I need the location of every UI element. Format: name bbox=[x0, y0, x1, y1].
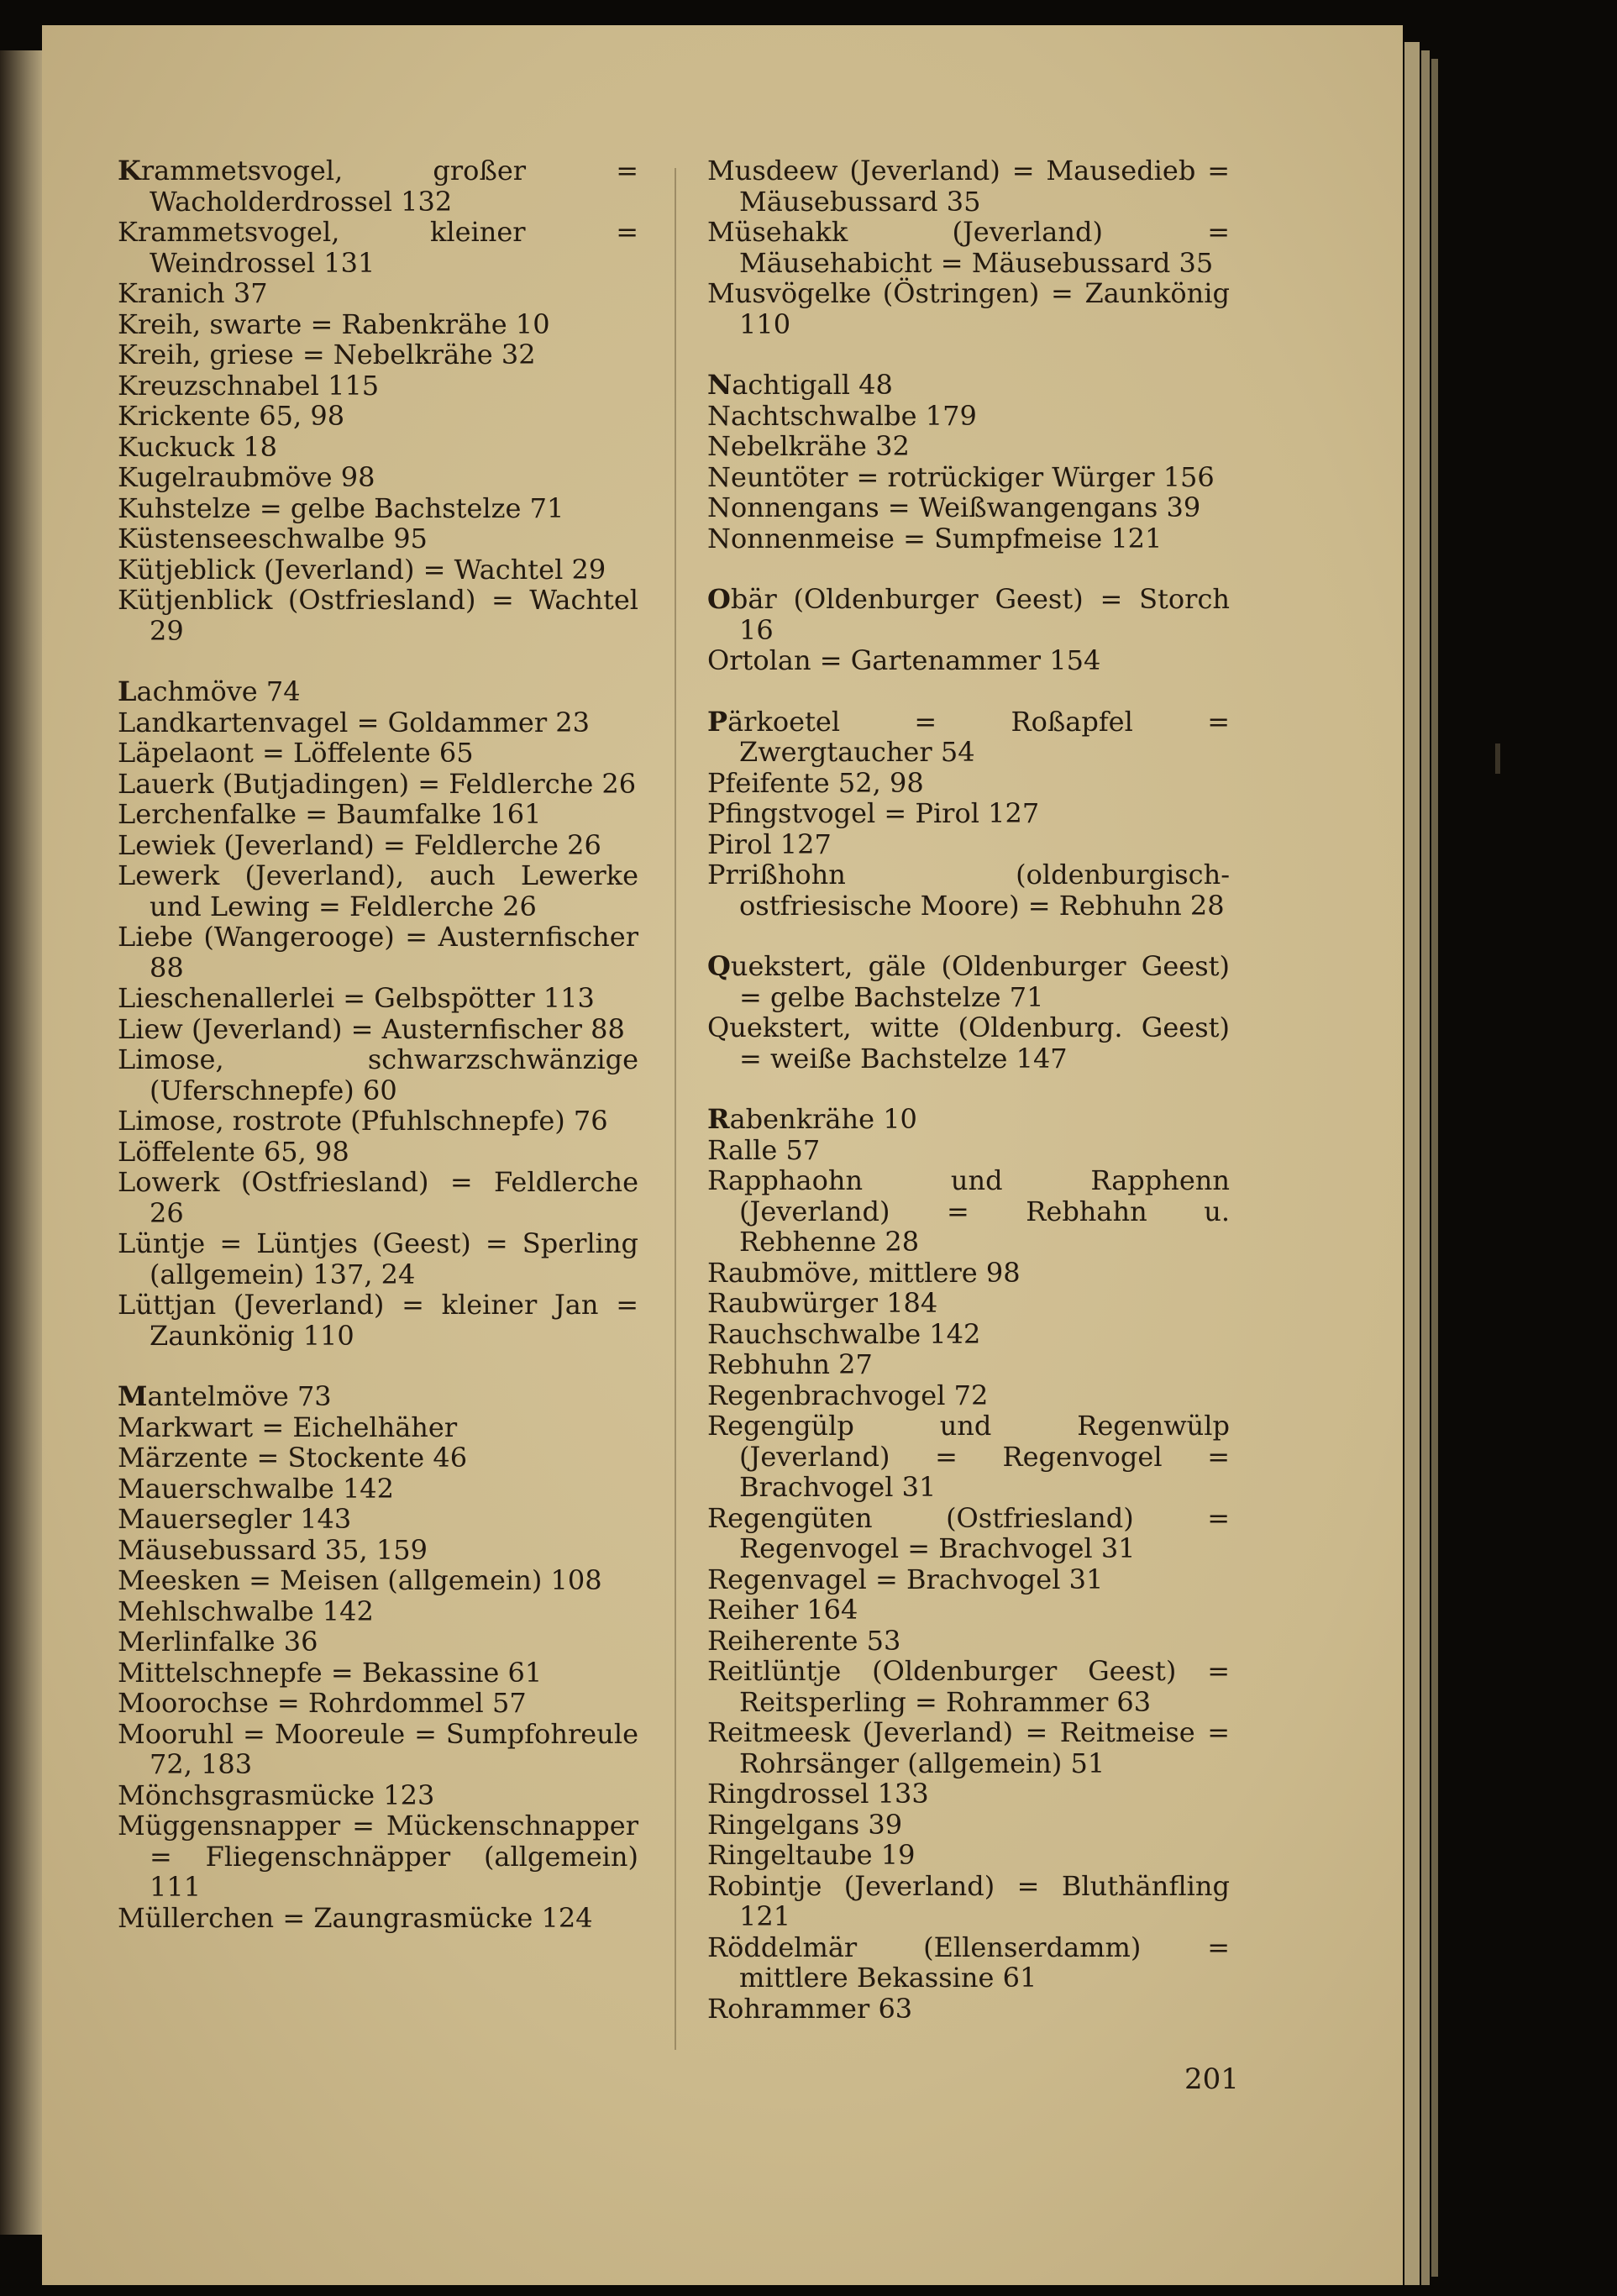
index-entry bbox=[707, 1288, 1230, 1319]
index-entry bbox=[707, 1871, 1230, 1932]
page-stack-edge bbox=[1404, 42, 1420, 2285]
entry-text: Landkartenvagel = Goldammer 23 bbox=[118, 706, 590, 738]
entry-text: Nebelkrähe 32 bbox=[707, 430, 910, 462]
entry-text: Nonnengans = Weißwangengans 39 bbox=[707, 491, 1201, 523]
entry-text: Moorochse = Rohrdommel 57 bbox=[118, 1687, 527, 1719]
entry-text: Merlinfalke 36 bbox=[118, 1626, 318, 1658]
index-entry bbox=[707, 155, 1230, 217]
entry-text: Ortolan = Gartenammer 154 bbox=[707, 644, 1101, 676]
page-number: 201 bbox=[1184, 2062, 1239, 2096]
section-initial: L bbox=[118, 675, 137, 707]
index-entry bbox=[118, 309, 638, 340]
entry-text: Mönchsgrasmücke 123 bbox=[118, 1778, 435, 1811]
index-entry bbox=[707, 217, 1230, 278]
entry-text: Lewiek (Jeverland) = Feldlerche 26 bbox=[118, 828, 601, 861]
entry-text: Pfingstvogel = Pirol 127 bbox=[707, 797, 1040, 829]
entry-text: Lüttjan (Jeverland) = kleiner Jan = Zaunkönig 110 bbox=[118, 1289, 638, 1352]
index-entry bbox=[118, 1106, 638, 1137]
index-entry bbox=[707, 1595, 1230, 1626]
index-entry bbox=[118, 1780, 638, 1811]
entry-text: Regengülp und Regenwülp (Jeverland) = Regenvogel = Brachvogel 31 bbox=[707, 1410, 1230, 1503]
index-entry bbox=[118, 462, 638, 493]
entry-text: Müggensnapper = Mückenschnapper = Fliegenschnäpper (allgemein) 111 bbox=[118, 1810, 638, 1903]
page-stack-edge bbox=[1431, 59, 1438, 2277]
index-entry bbox=[118, 217, 638, 278]
section-initial: K bbox=[118, 155, 141, 187]
index-entry bbox=[118, 1137, 638, 1168]
index-entry bbox=[707, 462, 1230, 493]
index-entry bbox=[707, 1932, 1230, 1994]
entry-text: Kranich 37 bbox=[118, 277, 268, 309]
entry-text: ärkoetel = Roßapfel = Zwergtaucher 54 bbox=[727, 705, 1230, 768]
index-entry bbox=[707, 584, 1230, 645]
entry-text: rammetsvogel, großer = Wacholderdrossel 132 bbox=[140, 155, 638, 218]
section-gap bbox=[118, 1351, 638, 1381]
entry-text: Prrißhohn (oldenburgisch-ostfriesische Moore) = Rebhuhn 28 bbox=[707, 859, 1230, 922]
index-entry bbox=[118, 1565, 638, 1596]
index-entry bbox=[118, 432, 638, 463]
index-entry bbox=[707, 951, 1230, 1012]
index-entry bbox=[118, 830, 638, 861]
entry-text: Kreuzschnabel 115 bbox=[118, 369, 380, 402]
entry-text: Markwart = Eichelhäher bbox=[118, 1411, 458, 1443]
index-entry bbox=[118, 1381, 638, 1412]
index-entry bbox=[707, 492, 1230, 523]
index-entry bbox=[118, 1719, 638, 1780]
entry-text: Mittelschnepfe = Bekassine 61 bbox=[118, 1656, 543, 1689]
index-entry bbox=[707, 1626, 1230, 1657]
entry-text: Nonnenmeise = Sumpfmeise 121 bbox=[707, 522, 1163, 554]
entry-text: Rauchschwalbe 142 bbox=[707, 1317, 981, 1350]
entry-text: Lüntje = Lüntjes (Geest) = Sperling (allgemein) 137, 24 bbox=[118, 1227, 638, 1290]
index-entry bbox=[118, 1535, 638, 1566]
index-entry bbox=[118, 676, 638, 707]
entry-text: Mehlschwalbe 142 bbox=[118, 1595, 374, 1627]
entry-text: Kuckuck 18 bbox=[118, 430, 277, 463]
entry-text: Reitlüntje (Oldenburger Geest) = Reitsperling = Rohrammer 63 bbox=[707, 1655, 1230, 1718]
entry-text: Robintje (Jeverland) = Bluthänfling 121 bbox=[707, 1869, 1230, 1932]
index-entry bbox=[707, 707, 1230, 768]
entry-text: Rebhuhn 27 bbox=[707, 1348, 873, 1380]
bookmark-tab bbox=[1495, 743, 1500, 774]
index-entry bbox=[118, 1412, 638, 1443]
index-entry bbox=[118, 1044, 638, 1106]
entry-text: bär (Oldenburger Geest) = Storch 16 bbox=[730, 583, 1230, 646]
index-entry bbox=[707, 1012, 1230, 1074]
index-column-left bbox=[118, 155, 638, 1933]
index-entry bbox=[707, 1258, 1230, 1289]
index-entry bbox=[707, 1503, 1230, 1564]
section-gap bbox=[707, 339, 1230, 370]
entry-text: Ringelgans 39 bbox=[707, 1808, 903, 1841]
index-entry bbox=[118, 1442, 638, 1474]
entry-text: Lerchenfalke = Baumfalke 161 bbox=[118, 798, 542, 830]
page-stack-edge bbox=[1421, 50, 1430, 2285]
entry-text: Pfeifente 52, 98 bbox=[707, 766, 924, 799]
entry-text: Liebe (Wangerooge) = Austernfischer 88 bbox=[118, 921, 638, 984]
index-entry bbox=[707, 1135, 1230, 1166]
index-entry bbox=[118, 799, 638, 830]
index-entry bbox=[118, 1014, 638, 1045]
entry-text: Neuntöter = rotrückiger Würger 156 bbox=[707, 460, 1215, 493]
index-entry bbox=[707, 1411, 1230, 1503]
index-entry bbox=[118, 493, 638, 524]
section-gap bbox=[707, 921, 1230, 951]
entry-text: Regengüten (Ostfriesland) = Regenvogel = Brachvogel 31 bbox=[707, 1501, 1230, 1564]
entry-text: Mauerschwalbe 142 bbox=[118, 1472, 395, 1505]
entry-text: Regenvagel = Brachvogel 31 bbox=[707, 1563, 1104, 1595]
entry-text: achmöve 74 bbox=[136, 675, 301, 707]
entry-text: Läpelaont = Löffelente 65 bbox=[118, 737, 474, 769]
entry-text: Kütjeblick (Jeverland) = Wachtel 29 bbox=[118, 553, 606, 586]
index-entry bbox=[707, 1380, 1230, 1411]
entry-text: Märzente = Stockente 46 bbox=[118, 1442, 468, 1474]
section-initial: N bbox=[707, 369, 732, 401]
index-entry bbox=[118, 1228, 638, 1290]
index-entry bbox=[707, 401, 1230, 432]
index-entry bbox=[118, 1290, 638, 1351]
entry-text: Regenbrachvogel 72 bbox=[707, 1379, 989, 1411]
index-entry bbox=[118, 707, 638, 738]
column-divider bbox=[675, 168, 676, 2050]
entry-text: Lowerk (Ostfriesland) = Feldlerche 26 bbox=[118, 1166, 638, 1229]
index-entry bbox=[707, 370, 1230, 401]
entry-text: Mäusebussard 35, 159 bbox=[118, 1533, 428, 1566]
index-entry bbox=[118, 155, 638, 217]
section-gap bbox=[707, 1074, 1230, 1104]
index-entry bbox=[118, 1626, 638, 1658]
index-entry bbox=[707, 1656, 1230, 1717]
entry-text: Meesken = Meisen (allgemein) 108 bbox=[118, 1564, 602, 1596]
index-entry bbox=[118, 1167, 638, 1228]
entry-text: Müsehakk (Jeverland) = Mäusehabicht = Mäusebussard 35 bbox=[707, 216, 1230, 279]
entry-text: Krammetsvogel, kleiner = Weindrossel 131 bbox=[118, 216, 638, 279]
entry-text: Kreih, swarte = Rabenkrähe 10 bbox=[118, 307, 550, 340]
index-entry bbox=[707, 523, 1230, 554]
section-gap bbox=[707, 676, 1230, 707]
index-entry bbox=[118, 1658, 638, 1689]
entry-text: Kugelraubmöve 98 bbox=[118, 461, 375, 493]
index-entry bbox=[707, 798, 1230, 829]
entry-text: Küstenseeschwalbe 95 bbox=[118, 523, 428, 554]
index-entry bbox=[118, 278, 638, 309]
index-entry bbox=[118, 585, 638, 646]
index-entry bbox=[707, 859, 1230, 921]
entry-text: Musdeew (Jeverland) = Mausedieb = Mäusebussard 35 bbox=[707, 155, 1230, 218]
entry-text: Pirol 127 bbox=[707, 828, 832, 860]
entry-text: Müllerchen = Zaungrasmücke 124 bbox=[118, 1901, 593, 1934]
index-entry bbox=[118, 1596, 638, 1627]
index-entry bbox=[707, 1810, 1230, 1841]
entry-text: Ringdrossel 133 bbox=[707, 1778, 929, 1810]
index-entry bbox=[707, 1349, 1230, 1380]
index-entry bbox=[118, 523, 638, 554]
index-entry bbox=[707, 1104, 1230, 1135]
entry-text: Lieschenallerlei = Gelbspötter 113 bbox=[118, 982, 595, 1014]
index-entry bbox=[707, 829, 1230, 860]
section-gap bbox=[118, 646, 638, 676]
index-entry bbox=[707, 1564, 1230, 1595]
index-entry bbox=[707, 1994, 1230, 2025]
index-entry bbox=[707, 1778, 1230, 1810]
entry-text: Raubmöve, mittlere 98 bbox=[707, 1256, 1021, 1289]
section-initial: P bbox=[707, 705, 728, 738]
index-entry bbox=[707, 1165, 1230, 1258]
entry-text: Rapphaohn und Rapphenn (Jeverland) = Rebhahn u. Rebhenne 28 bbox=[707, 1164, 1230, 1258]
entry-text: Ringeltaube 19 bbox=[707, 1839, 916, 1871]
index-entry bbox=[118, 922, 638, 983]
entry-text: Kreih, griese = Nebelkrähe 32 bbox=[118, 339, 536, 370]
section-gap bbox=[707, 554, 1230, 584]
index-entry bbox=[118, 554, 638, 586]
entry-text: Kuhstelze = gelbe Bachstelze 71 bbox=[118, 491, 564, 524]
index-entry bbox=[118, 339, 638, 370]
index-entry bbox=[118, 1688, 638, 1719]
entry-text: Limose, rostrote (Pfuhlschnepfe) 76 bbox=[118, 1105, 608, 1137]
entry-text: Lewerk (Jeverland), auch Lewerke und Lewing = Feldlerche 26 bbox=[118, 859, 638, 922]
entry-text: uekstert, gäle (Oldenburger Geest) = gelbe Bachstelze 71 bbox=[730, 950, 1230, 1013]
index-entry bbox=[118, 860, 638, 922]
entry-text: achtigall 48 bbox=[732, 369, 893, 401]
entry-text: Limose, schwarzschwänzige (Uferschnepfe) 60 bbox=[118, 1043, 638, 1106]
entry-text: Mooruhl = Mooreule = Sumpfohreule 72, 183 bbox=[118, 1717, 638, 1780]
section-initial: M bbox=[118, 1380, 148, 1412]
entry-text: Röddelmär (Ellenserdamm) = mittlere Bekassine 61 bbox=[707, 1931, 1230, 1994]
entry-text: antelmöve 73 bbox=[147, 1380, 332, 1412]
index-entry bbox=[118, 1474, 638, 1505]
index-entry bbox=[707, 1840, 1230, 1871]
index-entry bbox=[707, 645, 1230, 676]
entry-text: Ralle 57 bbox=[707, 1133, 821, 1166]
entry-text: Musvögelke (Östringen) = Zaunkönig 110 bbox=[707, 277, 1230, 340]
index-entry bbox=[707, 278, 1230, 339]
index-entry bbox=[118, 401, 638, 432]
index-entry bbox=[707, 1319, 1230, 1350]
entry-text: Reiherente 53 bbox=[707, 1624, 901, 1657]
adjacent-page-edge bbox=[0, 50, 44, 2235]
index-entry bbox=[118, 1810, 638, 1903]
entry-text: Liew (Jeverland) = Austernfischer 88 bbox=[118, 1012, 625, 1045]
index-entry bbox=[118, 370, 638, 402]
entry-text: abenkrähe 10 bbox=[729, 1103, 917, 1135]
entry-text: Quekstert, witte (Oldenburg. Geest) = weiße Bachstelze 147 bbox=[707, 1011, 1230, 1074]
entry-text: Kütjenblick (Ostfriesland) = Wachtel 29 bbox=[118, 584, 638, 647]
entry-text: Löffelente 65, 98 bbox=[118, 1135, 349, 1168]
section-initial: O bbox=[707, 583, 731, 615]
entry-text: Mauersegler 143 bbox=[118, 1503, 352, 1535]
entry-text: Reiher 164 bbox=[707, 1594, 858, 1626]
index-entry bbox=[707, 768, 1230, 799]
section-initial: R bbox=[707, 1103, 730, 1135]
entry-text: Nachtschwalbe 179 bbox=[707, 399, 977, 432]
entry-text: Reitmeesk (Jeverland) = Reitmeise = Rohrsänger (allgemein) 51 bbox=[707, 1716, 1230, 1779]
index-entry bbox=[118, 983, 638, 1014]
index-entry bbox=[118, 1504, 638, 1535]
entry-text: Rohrammer 63 bbox=[707, 1992, 913, 2025]
section-initial: Q bbox=[707, 950, 731, 982]
entry-text: Lauerk (Butjadingen) = Feldlerche 26 bbox=[118, 767, 637, 800]
entry-text: Raubwürger 184 bbox=[707, 1287, 938, 1319]
index-entry bbox=[118, 738, 638, 769]
index-entry bbox=[118, 769, 638, 800]
index-entry bbox=[707, 1717, 1230, 1778]
index-column-right bbox=[707, 155, 1230, 2024]
index-entry bbox=[118, 1903, 638, 1934]
entry-text: Krickente 65, 98 bbox=[118, 400, 345, 432]
index-entry bbox=[707, 431, 1230, 462]
